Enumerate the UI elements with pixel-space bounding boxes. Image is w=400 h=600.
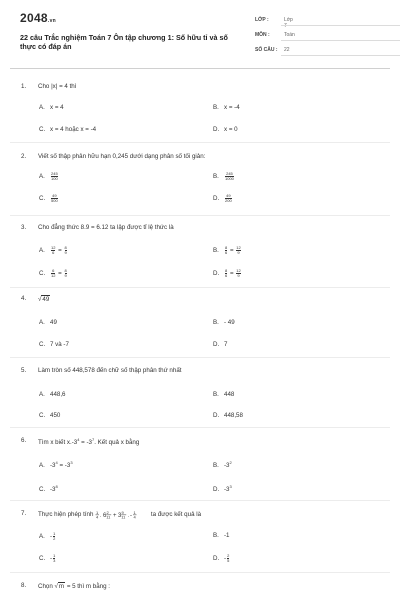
site-logo[interactable]: 2048.vn bbox=[20, 11, 57, 25]
question-text: Cho đẳng thức 8.9 = 6.12 ta lập được tỉ lệ thức là bbox=[38, 224, 174, 231]
question-text: Cho |x| = 4 thì bbox=[38, 83, 77, 90]
question-text: Làm tròn số 448,578 đến chữ số thập phân thứ nhất bbox=[38, 367, 182, 374]
option-b[interactable]: B. -1 bbox=[213, 532, 230, 539]
question-text: Tìm x biết $x.-3^4 = -3^7$. Kết quả x bằng bbox=[38, 437, 140, 447]
option-c[interactable]: C. - $\frac{1}{3}$ bbox=[39, 553, 56, 563]
question-text: Viết số thập phân hữu hạn 0,245 dưới dạng phân số tối giản: bbox=[38, 153, 206, 160]
option-b[interactable]: B. x = -4 bbox=[213, 104, 240, 111]
header-divider bbox=[10, 68, 390, 69]
svg-text:.: . bbox=[100, 513, 102, 519]
question-number: 1. bbox=[21, 83, 27, 90]
document-title: 22 câu Trắc nghiệm Toán 7 Ôn tập chương 1: Số hữu tỉ và số thực có đáp án bbox=[20, 33, 228, 51]
question-text: Chọn √m = 5 thì m bằng : bbox=[38, 583, 110, 590]
option-d[interactable]: D. $-3^3$ bbox=[213, 484, 232, 494]
expression-graphic bbox=[95, 510, 149, 519]
option-d[interactable]: D. - $\frac{2}{5}$ bbox=[213, 553, 230, 563]
svg-text:6: 6 bbox=[103, 513, 107, 519]
question-number: 3. bbox=[21, 224, 27, 231]
option-c[interactable]: C. $-3^8$ bbox=[39, 484, 58, 494]
option-d[interactable]: D. x = 0 bbox=[213, 126, 238, 133]
svg-text:+: + bbox=[113, 513, 117, 519]
option-a[interactable]: A. - $\frac{1}{2}$ bbox=[39, 531, 56, 541]
document-header: 2048.vn 22 câu Trắc nghiệm Toán 7 Ôn tập chương 1: Số hữu tỉ và số thực có đáp án LỚP : Lớp 7 MÔN : Toán SỐ CÂU : 22 bbox=[0, 0, 400, 66]
option-b[interactable]: B. $-3^2$ bbox=[213, 460, 232, 470]
question-divider bbox=[10, 142, 390, 143]
question-text: √49 bbox=[38, 296, 50, 303]
svg-text:2: 2 bbox=[106, 510, 109, 515]
question-number: 4. bbox=[21, 295, 27, 302]
option-a[interactable]: A. 448,6 bbox=[39, 391, 66, 398]
question-text: Thực hiện phép tính 1 4 . 6 2 11 + 3 9 11 . - 1 4 ta được kết quả là bbox=[38, 510, 202, 519]
question-divider bbox=[10, 500, 390, 501]
option-a[interactable]: A. 49 bbox=[39, 319, 57, 326]
svg-text:11: 11 bbox=[121, 514, 126, 519]
option-d[interactable]: D. $\frac{49}{200}$ bbox=[213, 193, 232, 203]
option-a[interactable]: A. x = 4 bbox=[39, 104, 64, 111]
option-d[interactable]: D. 448,58 bbox=[213, 412, 243, 419]
svg-text:11: 11 bbox=[106, 514, 111, 519]
option-a[interactable]: A. $\frac{245}{100}$ bbox=[39, 171, 58, 181]
question-divider bbox=[10, 572, 390, 573]
question-divider bbox=[10, 215, 390, 216]
question-number: 7. bbox=[21, 510, 27, 517]
option-a[interactable]: A. $\frac{12}{6}$ = $\frac{8}{9}$ bbox=[39, 245, 67, 255]
option-d[interactable]: D. $\frac{8}{6}$ = $\frac{12}{9}$ bbox=[213, 268, 241, 278]
option-c[interactable]: C. $\frac{49}{500}$ bbox=[39, 193, 58, 203]
option-b[interactable]: B. - 49 bbox=[213, 319, 235, 326]
svg-text:4: 4 bbox=[96, 514, 99, 519]
question-divider bbox=[10, 287, 390, 288]
svg-text:3: 3 bbox=[118, 513, 122, 519]
option-c[interactable]: C. 7 và -7 bbox=[39, 341, 69, 348]
svg-text:9: 9 bbox=[121, 510, 124, 515]
option-d[interactable]: D. 7 bbox=[213, 341, 228, 348]
option-b[interactable]: B. $\frac{8}{6}$ = $\frac{12}{9}$ bbox=[213, 245, 241, 255]
question-divider bbox=[10, 427, 390, 428]
svg-text:.: . bbox=[128, 513, 130, 519]
svg-text:-: - bbox=[130, 513, 133, 519]
question-number: 8. bbox=[21, 582, 27, 589]
svg-text:1: 1 bbox=[96, 510, 99, 515]
question-divider bbox=[10, 357, 390, 358]
question-number: 2. bbox=[21, 153, 27, 160]
option-b[interactable]: B. $\frac{245}{1000}$ bbox=[213, 171, 234, 181]
option-a[interactable]: A. $-3^4 = -3^3$ bbox=[39, 460, 73, 470]
question-number: 5. bbox=[21, 367, 27, 374]
question-number: 6. bbox=[21, 437, 27, 444]
option-c[interactable]: C. x = 4 hoặc x = -4 bbox=[39, 126, 97, 133]
svg-text:4: 4 bbox=[133, 514, 136, 519]
option-c[interactable]: C. $\frac{6}{12}$ = $\frac{8}{9}$ bbox=[39, 268, 67, 278]
option-b[interactable]: B. 448 bbox=[213, 391, 235, 398]
svg-text:1: 1 bbox=[133, 510, 136, 515]
option-c[interactable]: C. 450 bbox=[39, 412, 61, 419]
